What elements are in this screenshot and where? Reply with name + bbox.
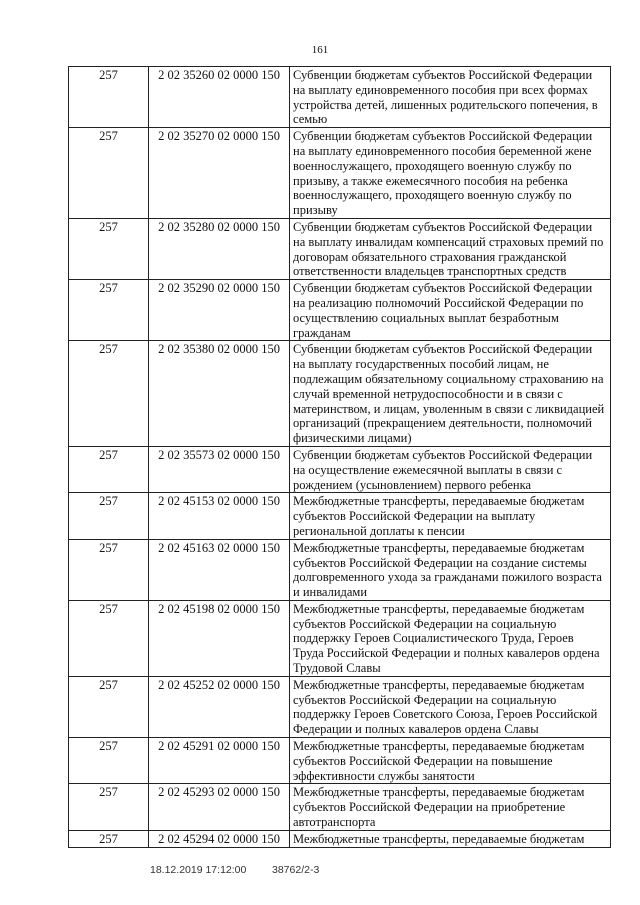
footer-timestamp: 18.12.2019 17:12:00 bbox=[150, 864, 247, 876]
income-name-cell: Субвенции бюджетам субъектов Российской Федерации на выплату единовременного пособия беременной жене военнослужащего, проходящего военную службу по призыву, а также ежемесячного пособия на ребенка военнослужащего, проходящего военную службу по призыву bbox=[290, 128, 611, 219]
budget-code-cell: 2 02 35380 02 0000 150 bbox=[149, 341, 290, 447]
budget-code-cell: 2 02 45293 02 0000 150 bbox=[149, 784, 290, 830]
admin-code-cell: 257 bbox=[69, 128, 149, 219]
income-name-cell: Межбюджетные трансферты, передаваемые бюджетам субъектов Российской Федерации на социальную поддержку Героев Социалистического Труда, Героев Труда Российской Федерации и полных кавалеров ордена Трудовой Славы bbox=[290, 600, 611, 676]
budget-classification-table bbox=[68, 66, 611, 848]
table-row bbox=[69, 341, 611, 447]
footer-document-id: 38762/2-3 bbox=[272, 864, 320, 876]
admin-code-cell: 257 bbox=[69, 446, 149, 492]
table-row bbox=[69, 676, 611, 737]
table-body bbox=[69, 67, 611, 848]
budget-code-cell: 2 02 45252 02 0000 150 bbox=[149, 676, 290, 737]
income-name-cell: Межбюджетные трансферты, передаваемые бюджетам субъектов Российской Федерации на выплату региональной доплаты к пенсии bbox=[290, 493, 611, 539]
admin-code-cell: 257 bbox=[69, 738, 149, 784]
admin-code-cell: 257 bbox=[69, 676, 149, 737]
table-row bbox=[69, 218, 611, 279]
budget-code-cell: 2 02 45198 02 0000 150 bbox=[149, 600, 290, 676]
admin-code-cell: 257 bbox=[69, 600, 149, 676]
table-row bbox=[69, 600, 611, 676]
table-row bbox=[69, 784, 611, 830]
admin-code-cell: 257 bbox=[69, 830, 149, 847]
budget-code-cell: 2 02 45153 02 0000 150 bbox=[149, 493, 290, 539]
budget-code-cell: 2 02 35280 02 0000 150 bbox=[149, 218, 290, 279]
income-name-cell: Субвенции бюджетам субъектов Российской Федерации на выплату государственных пособий лицам, не подлежащим обязательному социальному страхованию на случай временной нетрудоспособности и в связи с материнством, и лицам, уволенным в связи с ликвидацией организаций (прекращением деятельности, полномочий физическими лицами) bbox=[290, 341, 611, 447]
admin-code-cell: 257 bbox=[69, 784, 149, 830]
income-name-cell: Субвенции бюджетам субъектов Российской Федерации на выплату единовременного пособия при всех формах устройства детей, лишенных родительского попечения, в семью bbox=[290, 67, 611, 128]
income-name-cell: Межбюджетные трансферты, передаваемые бюджетам bbox=[290, 830, 611, 847]
budget-code-cell: 2 02 35573 02 0000 150 bbox=[149, 446, 290, 492]
table-row bbox=[69, 539, 611, 600]
table-row bbox=[69, 280, 611, 341]
budget-code-cell: 2 02 35270 02 0000 150 bbox=[149, 128, 290, 219]
income-name-cell: Субвенции бюджетам субъектов Российской Федерации на реализацию полномочий Российской Федерации по осуществлению социальных выплат безработным гражданам bbox=[290, 280, 611, 341]
table-row bbox=[69, 830, 611, 847]
table-row bbox=[69, 128, 611, 219]
budget-code-cell: 2 02 45294 02 0000 150 bbox=[149, 830, 290, 847]
income-name-cell: Субвенции бюджетам субъектов Российской Федерации на осуществление ежемесячной выплаты в связи с рождением (усыновлением) первого ребенка bbox=[290, 446, 611, 492]
income-name-cell: Межбюджетные трансферты, передаваемые бюджетам субъектов Российской Федерации на повышение эффективности службы занятости bbox=[290, 738, 611, 784]
table-row bbox=[69, 446, 611, 492]
income-name-cell: Субвенции бюджетам субъектов Российской Федерации на выплату инвалидам компенсаций страховых премий по договорам обязательного страхования гражданской ответственности владельцев транспортных средств bbox=[290, 218, 611, 279]
budget-code-cell: 2 02 35290 02 0000 150 bbox=[149, 280, 290, 341]
budget-code-cell: 2 02 35260 02 0000 150 bbox=[149, 67, 290, 128]
table-row bbox=[69, 738, 611, 784]
income-name-cell: Межбюджетные трансферты, передаваемые бюджетам субъектов Российской Федерации на приобретение автотранспорта bbox=[290, 784, 611, 830]
admin-code-cell: 257 bbox=[69, 67, 149, 128]
admin-code-cell: 257 bbox=[69, 493, 149, 539]
admin-code-cell: 257 bbox=[69, 341, 149, 447]
table-row bbox=[69, 67, 611, 128]
income-name-cell: Межбюджетные трансферты, передаваемые бюджетам субъектов Российской Федерации на социальную поддержку Героев Советского Союза, Героев Российской Федерации и полных кавалеров ордена Славы bbox=[290, 676, 611, 737]
income-name-cell: Межбюджетные трансферты, передаваемые бюджетам субъектов Российской Федерации на создание системы долговременного ухода за гражданами пожилого возраста и инвалидами bbox=[290, 539, 611, 600]
budget-code-cell: 2 02 45163 02 0000 150 bbox=[149, 539, 290, 600]
budget-code-cell: 2 02 45291 02 0000 150 bbox=[149, 738, 290, 784]
admin-code-cell: 257 bbox=[69, 539, 149, 600]
admin-code-cell: 257 bbox=[69, 280, 149, 341]
page-number: 161 bbox=[311, 44, 329, 56]
admin-code-cell: 257 bbox=[69, 218, 149, 279]
table-row bbox=[69, 493, 611, 539]
